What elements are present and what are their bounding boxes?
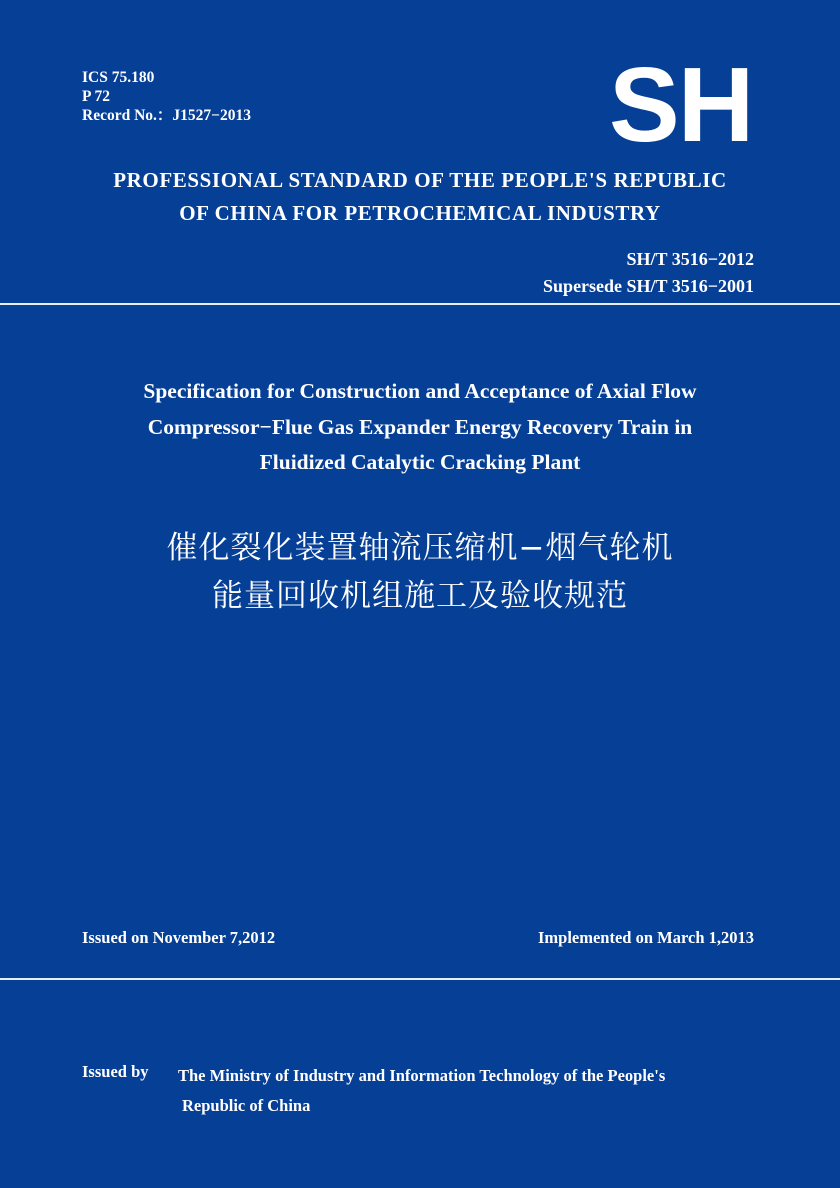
standard-heading: [0, 164, 840, 230]
standard-heading-line-1: PROFESSIONAL STANDARD OF THE PEOPLE'S REPUBLIC: [113, 168, 727, 192]
sh-logo: SH: [609, 46, 753, 164]
chinese-title-line-2: 能量回收机组施工及验收规范: [212, 578, 628, 614]
english-title-line-1: Specification for Construction and Acceptance of Axial Flow: [143, 379, 697, 403]
category-code: P 72: [82, 88, 110, 105]
ics-code: ICS 75.180: [82, 69, 155, 86]
issuing-authority-line-1: The Ministry of Industry and Information Technology of the People's: [178, 1066, 666, 1085]
implemented-date: Implemented on March 1,2013: [537, 928, 754, 947]
standard-codes: [543, 246, 754, 300]
chinese-title-line-1: 催化裂化装置轴流压缩机−烟气轮机: [166, 530, 674, 566]
classification-block: [82, 68, 251, 125]
chinese-title: [0, 524, 840, 620]
issuing-authority: [178, 1061, 768, 1121]
standard-heading-line-2: OF CHINA FOR PETROCHEMICAL INDUSTRY: [179, 201, 661, 225]
issued-date: Issued on November 7,2012: [82, 928, 276, 947]
supersede-note: Supersede SH/T 3516−2001: [543, 276, 754, 296]
issuing-authority-line-2: Republic of China: [182, 1096, 311, 1115]
english-title-line-2: Compressor−Flue Gas Expander Energy Recovery Train in: [147, 414, 693, 439]
issued-by-label: Issued by: [82, 1062, 149, 1081]
english-title: [0, 374, 840, 481]
record-number: Record No.：J1527−2013: [82, 107, 251, 124]
standard-number: SH/T 3516−2012: [626, 249, 754, 269]
top-divider: [0, 303, 840, 305]
english-title-line-3: Fluidized Catalytic Cracking Plant: [259, 450, 581, 474]
bottom-divider: [0, 978, 840, 980]
